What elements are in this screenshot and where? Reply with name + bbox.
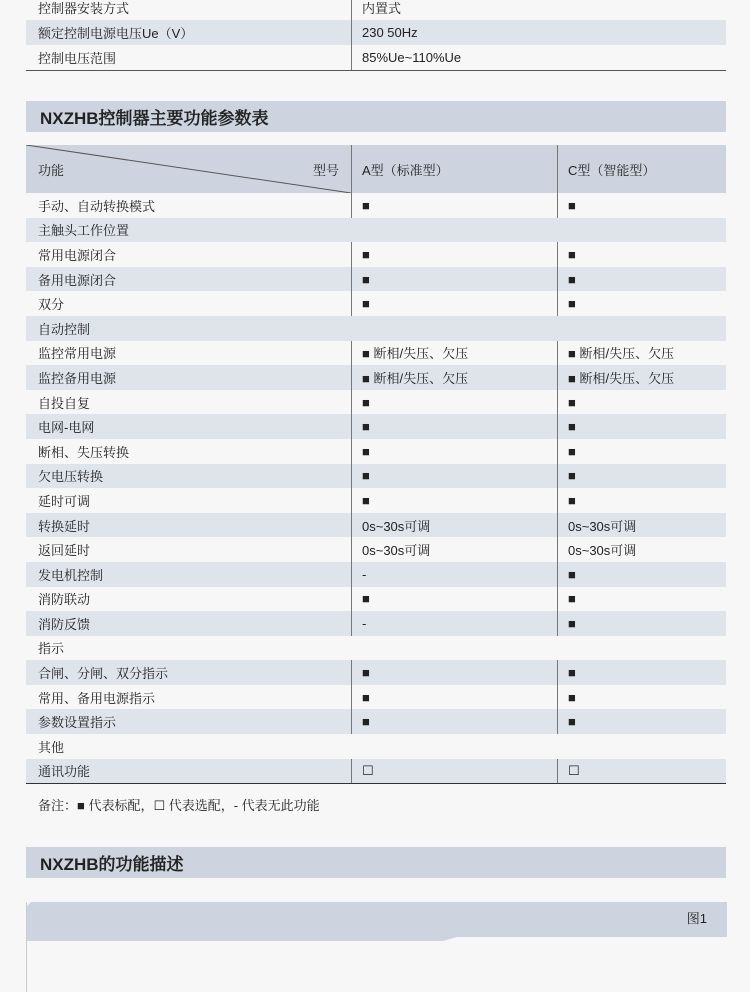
type-a-header: A型（标准型） [351, 145, 557, 193]
table-row [26, 341, 726, 366]
type-a-value: ■ [351, 488, 557, 513]
section-row [26, 218, 726, 243]
spec-table [26, 0, 726, 71]
section-row [26, 734, 726, 759]
spec-label: 额定控制电源电压Ue（V） [38, 26, 194, 41]
table-row [26, 685, 726, 710]
type-a-value: ■ [351, 587, 557, 612]
row-label: 指示 [38, 641, 65, 657]
type-a-value: ■ [351, 685, 557, 710]
row-label: 监控常用电源 [38, 346, 117, 362]
table-row [26, 759, 726, 784]
type-c-value: ■ [557, 267, 726, 292]
diagonal-line [26, 145, 351, 193]
row-label: 合闸、分闸、双分指示 [38, 666, 169, 682]
type-c-value: ■ 断相/失压、欠压 [557, 365, 726, 390]
row-label: 双分 [38, 297, 65, 313]
type-a-value: 0s~30s可调 [351, 513, 557, 538]
spec-value: 230 50Hz [351, 20, 726, 45]
type-c-value: ■ [557, 414, 726, 439]
type-a-value: - [351, 611, 557, 636]
spec-value: 85%Ue~110%Ue [351, 45, 726, 70]
type-a-value: ☐ [351, 759, 557, 784]
row-label: 自动控制 [38, 321, 91, 337]
spec-label: 控制电压范围 [38, 51, 117, 66]
table-header [26, 145, 726, 193]
type-a-value: ■ [351, 390, 557, 415]
type-c-value: 0s~30s可调 [557, 537, 726, 562]
type-a-value: ■ 断相/失压、欠压 [351, 341, 557, 366]
type-c-value: ■ [557, 611, 726, 636]
type-a-value: ■ [351, 660, 557, 685]
table-row [26, 611, 726, 636]
type-c-value: ■ [557, 709, 726, 734]
row-label: 延时可调 [38, 493, 91, 509]
type-c-value: ☐ [557, 759, 726, 784]
table-row [26, 709, 726, 734]
row-label: 常用电源闭合 [38, 247, 117, 263]
type-a-value: ■ [351, 709, 557, 734]
type-c-value: ■ [557, 488, 726, 513]
row-label: 备用电源闭合 [38, 272, 117, 288]
table-row [26, 365, 726, 390]
table-note: 备注：■ 代表标配，☐ 代表选配，- 代表无此功能 [38, 798, 320, 813]
table-row [26, 291, 726, 316]
row-label: 其他 [38, 739, 65, 755]
row-label: 欠电压转换 [38, 469, 104, 485]
type-a-value: - [351, 562, 557, 587]
row-label: 手动、自动转换模式 [38, 198, 156, 214]
type-c-value: ■ [557, 587, 726, 612]
type-c-header: C型（智能型） [557, 145, 726, 193]
row-label: 消防反馈 [38, 616, 91, 632]
figure-header-bar [27, 902, 727, 942]
row-label: 发电机控制 [38, 567, 104, 583]
section-title: NXZHB控制器主要功能参数表 [26, 101, 726, 132]
type-c-value: ■ [557, 242, 726, 267]
row-label: 通讯功能 [38, 764, 91, 780]
row-label: 断相、失压转换 [38, 444, 130, 460]
section-row [26, 636, 726, 661]
table-row [26, 587, 726, 612]
figure-label: 图1 [686, 911, 707, 926]
spec-label: 控制器安装方式 [38, 1, 130, 16]
table-row [26, 20, 726, 45]
type-a-value: ■ [351, 464, 557, 489]
table-row [26, 660, 726, 685]
type-c-value: ■ [557, 464, 726, 489]
table-row [26, 537, 726, 562]
type-c-value: ■ [557, 685, 726, 710]
function-header: 功能 [38, 162, 65, 178]
type-c-value: ■ [557, 193, 726, 218]
row-label: 返回延时 [38, 543, 91, 559]
row-label: 消防联动 [38, 592, 91, 608]
type-a-value: ■ [351, 291, 557, 316]
row-label: 自投自复 [38, 395, 91, 411]
row-label: 监控备用电源 [38, 370, 117, 386]
table-row [26, 45, 726, 70]
type-c-value: ■ [557, 291, 726, 316]
type-c-value: ■ [557, 660, 726, 685]
row-label: 主触头工作位置 [38, 223, 130, 239]
table-row [26, 0, 726, 20]
type-a-value: ■ [351, 439, 557, 464]
table-row [26, 414, 726, 439]
section-title: NXZHB的功能描述 [26, 847, 726, 878]
type-a-value: ■ [351, 267, 557, 292]
type-a-value: 0s~30s可调 [351, 537, 557, 562]
type-a-value: ■ [351, 193, 557, 218]
table-row [26, 439, 726, 464]
table-row [26, 193, 726, 218]
table-row [26, 488, 726, 513]
type-c-value: ■ [557, 562, 726, 587]
figure-panel [26, 902, 727, 992]
type-a-value: ■ 断相/失压、欠压 [351, 365, 557, 390]
type-c-value: ■ [557, 439, 726, 464]
table-row [26, 267, 726, 292]
type-c-value: 0s~30s可调 [557, 513, 726, 538]
function-table [26, 145, 726, 784]
type-a-value: ■ [351, 414, 557, 439]
spec-value: 内置式 [351, 0, 726, 20]
table-row [26, 513, 726, 538]
table-row [26, 242, 726, 267]
table-row [26, 464, 726, 489]
row-label: 转换延时 [38, 518, 91, 534]
row-label: 参数设置指示 [38, 715, 117, 731]
type-c-value: ■ [557, 390, 726, 415]
section-row [26, 316, 726, 341]
model-header: 型号 [312, 162, 339, 178]
type-c-value: ■ 断相/失压、欠压 [557, 341, 726, 366]
table-row [26, 562, 726, 587]
row-label: 电网-电网 [38, 420, 95, 436]
row-label: 常用、备用电源指示 [38, 690, 156, 706]
table-row [26, 390, 726, 415]
type-a-value: ■ [351, 242, 557, 267]
